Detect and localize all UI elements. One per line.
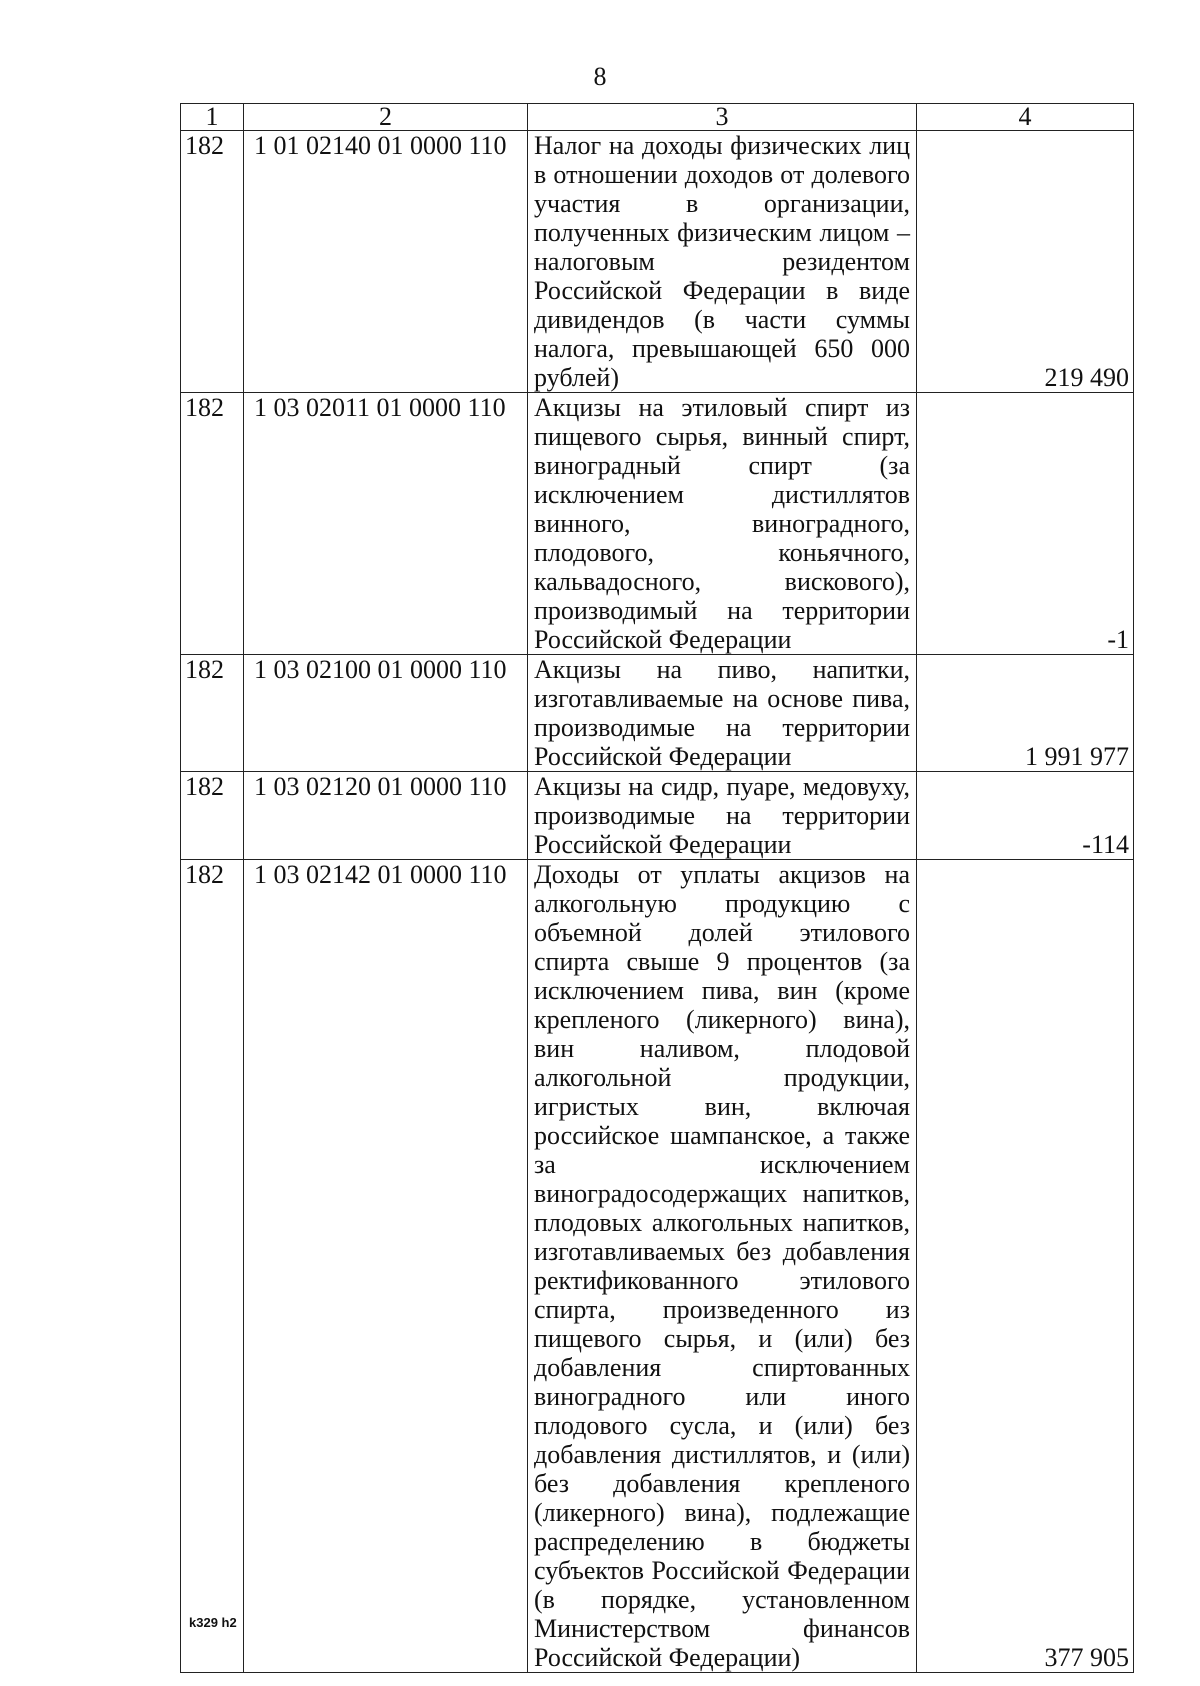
col-header-4: 4 (917, 104, 1134, 131)
col-header-3: 3 (528, 104, 917, 131)
kbk-cell: 1 03 02011 01 0000 110 (244, 393, 528, 655)
admin-code-cell: 182 (181, 131, 244, 393)
budget-table (180, 103, 1134, 1673)
col-header-2: 2 (244, 104, 528, 131)
table-row (181, 131, 1134, 393)
amount-cell: 219 490 (917, 131, 1134, 393)
table-row (181, 772, 1134, 860)
description-cell: Доходы от уплаты акцизов на алкогольную продукцию с объемной долей этилового спирта свыше 9 процентов (за исключением пива, вин (кроме крепленого (ликерного) вина), вин наливом, плодовой алкогольной продукции, игристых вин, включая российское шампанское, а также за исключением виноградосодержащих напитков, плодовых алкогольных напитков, изготавливаемых без добавления ректификованного этилового спирта, произведенного из пищевого сырья, и (или) без добавления спиртованных виноградного или иного плодового сусла, и (или) без добавления дистиллятов, и (или) без добавления крепленого (ликерного) вина), подлежащие распределению в бюджеты субъектов Российской Федерации (в порядке, установленном Министерством финансов Российской Федерации) (528, 860, 917, 1673)
admin-code-cell: 182 (181, 772, 244, 860)
admin-code-cell: 182 (181, 860, 244, 1673)
table-row (181, 393, 1134, 655)
table-row (181, 860, 1134, 1673)
amount-cell: 1 991 977 (917, 655, 1134, 772)
description-cell: Акцизы на этиловый спирт из пищевого сырья, винный спирт, виноградный спирт (за исключением дистиллятов винного, виноградного, плодового, коньячного, кальвадосного, вискового), производимый на территории Российской Федерации (528, 393, 917, 655)
description-cell: Акцизы на пиво, напитки, изготавливаемые на основе пива, производимые на территории Российской Федерации (528, 655, 917, 772)
footer-code: k329 h2 (189, 1615, 237, 1630)
description-cell: Акцизы на сидр, пуаре, медовуху, производимые на территории Российской Федерации (528, 772, 917, 860)
kbk-cell: 1 01 02140 01 0000 110 (244, 131, 528, 393)
header-row (181, 104, 1134, 131)
table-row (181, 655, 1134, 772)
kbk-cell: 1 03 02142 01 0000 110 (244, 860, 528, 1673)
description-cell: Налог на доходы физических лиц в отношении доходов от долевого участия в организации, полученных физическим лицом – налоговым резидентом Российской Федерации в виде дивидендов (в части суммы налога, превышающей 650 000 рублей) (528, 131, 917, 393)
amount-cell: -114 (917, 772, 1134, 860)
admin-code-cell: 182 (181, 655, 244, 772)
kbk-cell: 1 03 02120 01 0000 110 (244, 772, 528, 860)
kbk-cell: 1 03 02100 01 0000 110 (244, 655, 528, 772)
admin-code-cell: 182 (181, 393, 244, 655)
page-number: 8 (593, 62, 607, 91)
col-header-1: 1 (181, 104, 244, 131)
amount-cell: 377 905 (917, 860, 1134, 1673)
amount-cell: -1 (917, 393, 1134, 655)
